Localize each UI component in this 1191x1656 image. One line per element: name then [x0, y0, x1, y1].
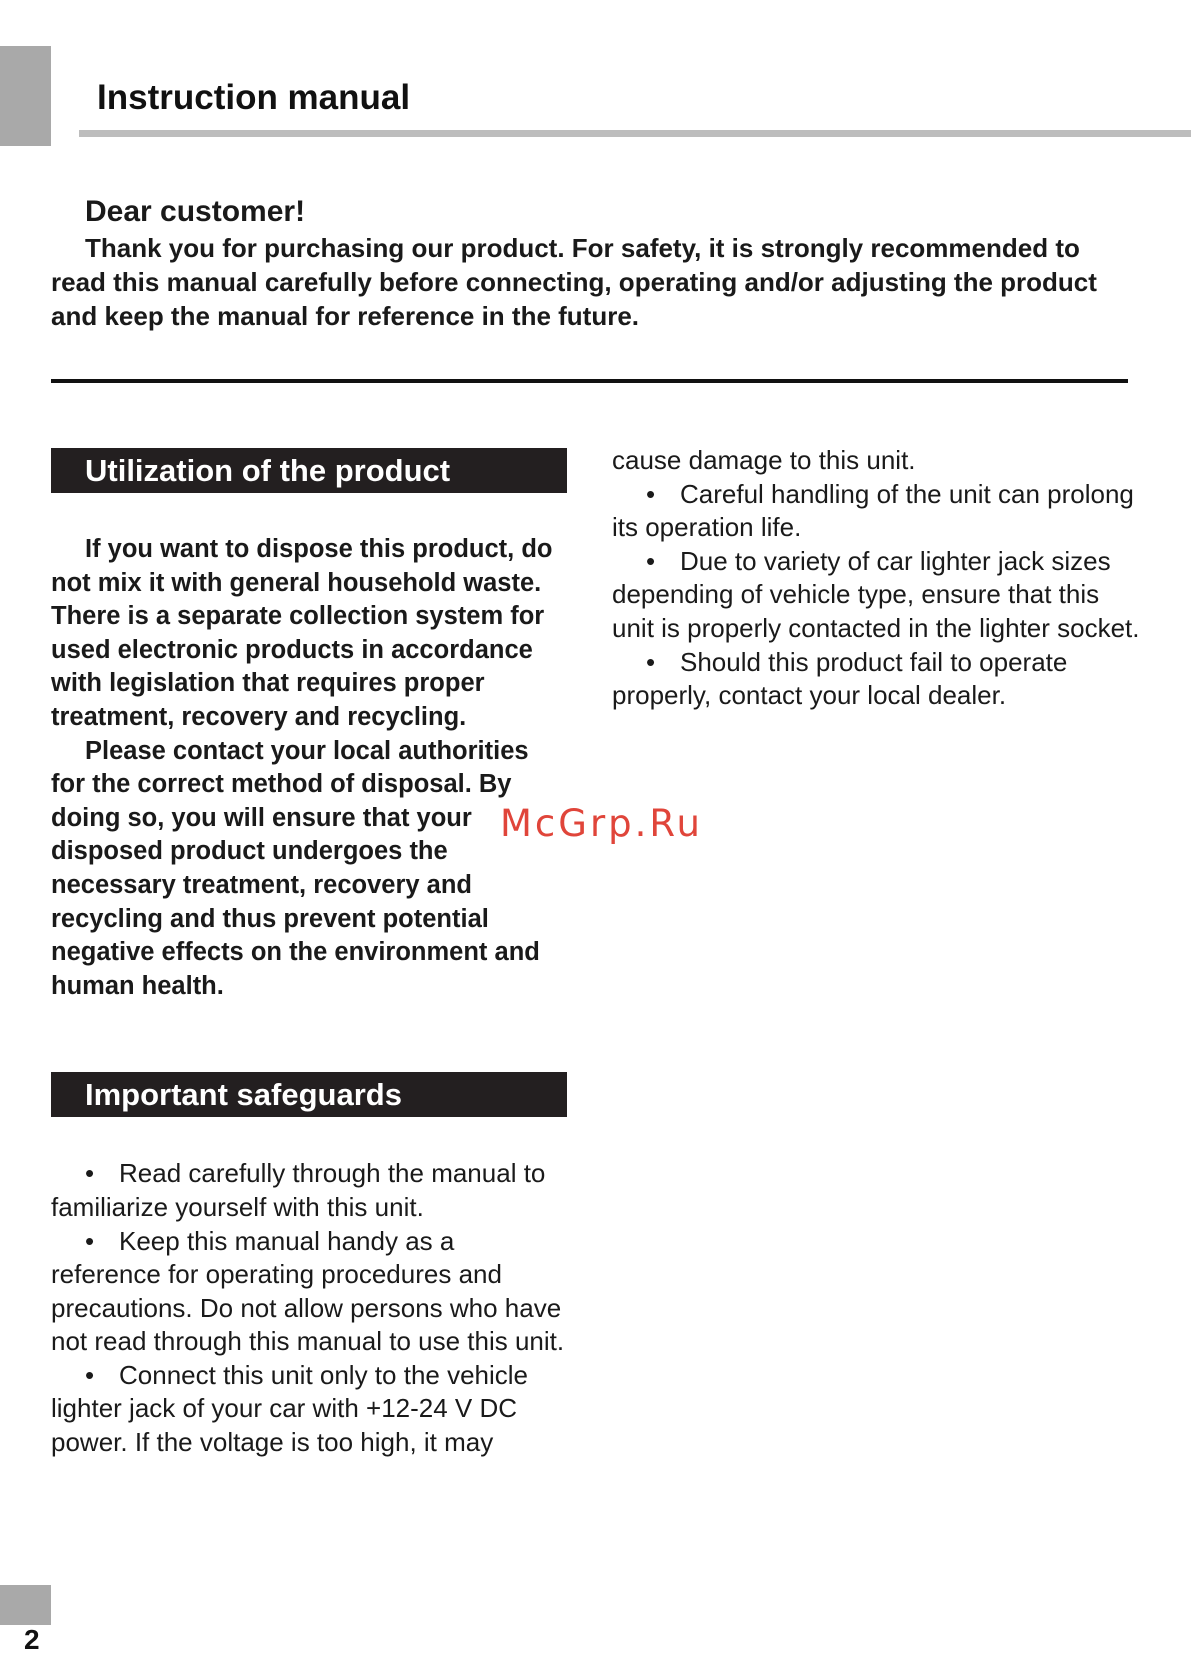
- list-item-text: Keep this manual handy as a reference for operating procedures and precautions. Do not allow persons who have not read through this manual to use this unit.: [51, 1225, 565, 1357]
- list-item-text: Due to variety of car lighter jack sizes depending of vehicle type, ensure that this unit is properly contacted in the lighter socket.: [612, 545, 1140, 643]
- list-item-text: Connect this unit only to the vehicle lighter jack of your car with +12-24 V DC power. If the voltage is too high, it may: [51, 1359, 529, 1458]
- list-item-text: Careful handling of the unit can prolong its operation life.: [612, 478, 1134, 543]
- list-item: [51, 1225, 567, 1359]
- bullet-icon: •: [85, 1359, 95, 1390]
- list-item: [612, 478, 1142, 545]
- bullet-icon: •: [646, 646, 656, 677]
- utilization-heading: Utilization of the product: [51, 448, 567, 493]
- bullet-icon: •: [646, 478, 656, 509]
- utilization-paragraph: If you want to dispose this product, do not mix it with general household waste. There is a separate collection system for used electronic products in accordance with legislation that requires proper treatment, recovery and recycling.: [51, 535, 553, 731]
- section-divider: [51, 379, 1128, 383]
- bullet-icon: •: [646, 545, 656, 576]
- continuation-text: cause damage to this unit.: [612, 445, 916, 475]
- intro-text: Thank you for purchasing our product. For safety, it is strongly recommended to read this manual carefully before connecting, operating and/or adjusting the product and keep the manual for reference in the future.: [51, 233, 1097, 331]
- bullet-icon: •: [85, 1225, 95, 1256]
- list-item: [51, 1157, 567, 1224]
- list-item-text: Read carefully through the manual to familiarize yourself with this unit.: [51, 1158, 546, 1222]
- watermark: McGrp.Ru: [500, 802, 703, 845]
- list-item: [612, 545, 1142, 646]
- side-tab-marker: [0, 46, 51, 146]
- intro-section: [51, 193, 1131, 333]
- right-column: [612, 444, 1142, 713]
- safeguards-list: [51, 1157, 567, 1459]
- page-number: 2: [24, 1624, 40, 1655]
- safeguards-list-continued: [612, 478, 1142, 713]
- bullet-icon: •: [85, 1158, 95, 1189]
- list-item: [51, 1359, 567, 1460]
- left-column: [51, 448, 567, 1460]
- safeguards-heading: Important safeguards: [51, 1072, 567, 1117]
- page-title: Instruction manual: [97, 78, 411, 117]
- list-item: [612, 646, 1142, 713]
- page-tab-marker: [0, 1585, 51, 1625]
- header-rule: [79, 130, 1191, 137]
- utilization-paragraph: Please contact your local authorities for the correct method of disposal. By doing so, you will ensure that your disposed product undergoes the necessary treatment, recovery and recycling and thus prevent potential negative effects on the environment and human health.: [51, 736, 540, 1000]
- intro-heading: Dear customer!: [85, 195, 306, 228]
- list-item-text: Should this product fail to operate properly, contact your local dealer.: [612, 646, 1068, 711]
